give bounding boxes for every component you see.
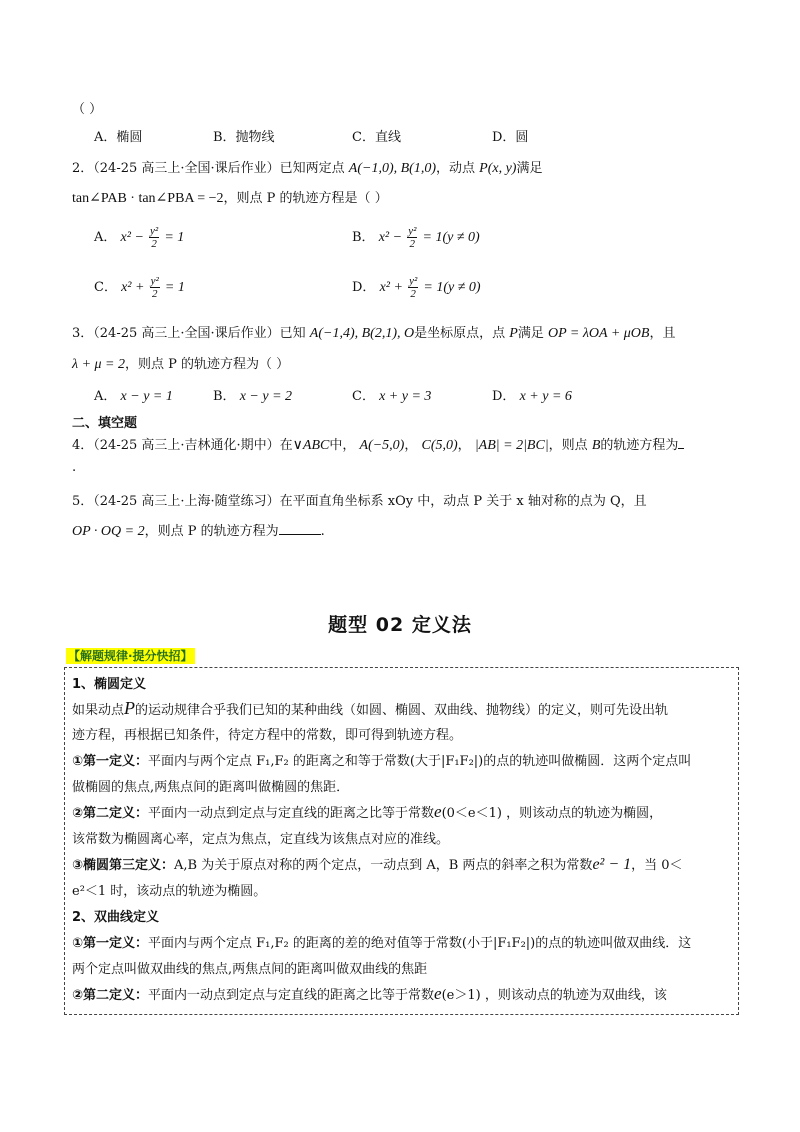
question-2-condition: [72, 187, 388, 207]
box-def2-line2: 该常数为椭圆离心率，定点为焦点，定直线为该焦点对应的准线。: [72, 832, 450, 847]
q2-question: ，则点 P 的轨迹方程是（ ）: [223, 191, 388, 206]
q3-points: A(−1,4), B(2,1), O: [309, 326, 415, 341]
box-hdef1-label: ①第一定义：: [72, 936, 149, 951]
q3-and: ，且: [649, 326, 676, 341]
q2-option-d-left: x² +: [379, 280, 403, 295]
q2-option-b-fraction: [407, 225, 417, 250]
box-def2-line1: [72, 802, 662, 822]
q3-option-c-expr: x + y = 3: [379, 389, 432, 404]
q3-question: ，则点 P 的轨迹方程为（ ）: [125, 357, 290, 372]
q5-blank[interactable]: [279, 534, 321, 535]
box-p1-line1: [72, 698, 668, 719]
question-3-condition: [72, 353, 289, 373]
q2-option-a-fraction: [149, 225, 159, 250]
q2-option-a: [94, 225, 184, 250]
q3-option-c: [352, 385, 431, 405]
q2-condition: tan∠PAB · tan∠PBA = −2: [72, 191, 224, 206]
question-5-stem: 5．（24-25 高三上·上海·随堂练习）在平面直角坐标系 xOy 中，动点 P 关于 x 轴对称的点为 Q，且: [72, 494, 647, 509]
tips-tag-label: 【解题规律·提分快招】: [68, 649, 193, 663]
q2-option-a-right: = 1: [164, 230, 185, 245]
q1-option-d: D．圆: [492, 130, 529, 145]
q1-answer-paren: （ ）: [72, 102, 103, 117]
box-hdef1-line1: [72, 932, 691, 951]
q3-option-d-expr: x + y = 6: [519, 389, 572, 404]
box-def1-label: ①第一定义：: [72, 754, 149, 769]
q2-satisfies: 满足: [516, 161, 543, 176]
box-def3b: ，当 0＜: [631, 858, 683, 873]
q2-option-d-fraction: [408, 275, 418, 300]
q2-option-b: [352, 225, 480, 250]
q4-point-c: C(5,0): [421, 438, 458, 453]
q2-option-a-den: 2: [151, 238, 157, 250]
q5-condition: OP · OQ = 2: [72, 524, 145, 539]
section-fill-in-title: 二、填空题: [72, 416, 138, 431]
q2-option-d-num: y²: [409, 275, 418, 287]
q2-option-d: [352, 275, 481, 300]
q2-option-b-den: 2: [409, 238, 416, 250]
q4-separator: ，: [404, 438, 418, 453]
box-p1-line2: 迹方程，再根据已知条件，待定方程中的常数，即可得到轨迹方程。: [72, 728, 463, 743]
box-def3a: A,B 为关于原点对称的两个定点，一动点到 A，B 两点的斜率之积为常数: [174, 858, 593, 873]
q4-separator-2: ，: [457, 438, 471, 453]
q2-number: 2．: [72, 161, 94, 176]
box-def3-line1: [72, 854, 683, 874]
box-def3-label: ③椭圆第三定义：: [72, 858, 175, 873]
question-3-stem: [72, 322, 675, 342]
q2-option-b-num: y²: [408, 225, 417, 237]
box-hdef2-e: e: [434, 984, 442, 1003]
q4-end-period: .: [72, 460, 77, 475]
q3-option-a: [94, 385, 173, 405]
q3-option-a-label: A．: [94, 389, 117, 404]
question-5-condition: [72, 520, 325, 540]
box-hdef2-label: ②第二定义：: [72, 988, 149, 1003]
q3-option-c-label: C．: [352, 389, 375, 404]
q3-source: （24-25 高三上·全国·课后作业）已知: [93, 326, 306, 341]
q3-option-b: [213, 385, 292, 405]
q4-point-b: B: [591, 438, 601, 453]
q2-moving-point: P(x, y): [479, 161, 517, 176]
q3-condition: λ + μ = 2: [72, 357, 125, 372]
q3-vector-equation: OP = λOA + μOB: [547, 326, 650, 341]
q4-blank[interactable]: [678, 448, 684, 449]
q2-option-b-left: x² −: [378, 230, 403, 245]
box-def2a: 平面内一动点到定点与定直线的距离之比等于常数: [148, 806, 435, 821]
q3-satisfies: 满足: [517, 326, 544, 341]
q4-condition: |AB| = 2|BC|: [474, 438, 549, 453]
q3-option-a-expr: x − y = 1: [120, 389, 173, 404]
question-4: [72, 434, 684, 454]
box-p1b: 的运动规律合乎我们已知的某种曲线（如圆、椭圆、双曲线、抛物线）的定义，则可先设出轨: [135, 703, 669, 718]
q5-text-2: ，则点 P 的轨迹方程为: [144, 524, 279, 539]
q2-option-c: [94, 275, 185, 300]
q2-option-b-right: = 1(y ≠ 0): [422, 230, 480, 245]
box-p1a: 如果动点: [72, 703, 125, 718]
box-def3-e: e² − 1: [592, 856, 632, 873]
q4-text-2: 中，: [329, 438, 356, 453]
question-2-stem: [72, 157, 542, 177]
q5-end: .: [320, 524, 325, 539]
q4-text-4: 的轨迹方程为: [600, 438, 679, 453]
q2-points: A(−1,0), B(1,0): [348, 161, 436, 176]
box-def2b: (0＜e＜1) ，则该动点的轨迹为椭圆，: [441, 806, 663, 821]
box-heading-hyperbola: 2、双曲线定义: [72, 910, 160, 925]
q4-point-a: A(−5,0): [359, 438, 405, 453]
box-hdef2-line1: [72, 984, 667, 1004]
q2-option-a-label: A．: [94, 230, 117, 245]
tips-tag: [66, 647, 195, 664]
q3-option-d-label: D．: [492, 389, 516, 404]
q2-option-d-right: = 1(y ≠ 0): [423, 280, 481, 295]
q3-origin-text: 是坐标原点，点: [414, 326, 506, 341]
q3-option-b-expr: x − y = 2: [239, 389, 293, 404]
box-heading-ellipse: 1、椭圆定义: [72, 677, 147, 692]
box-def2-label: ②第二定义：: [72, 806, 149, 821]
box-hdef1a: 平面内与两个定点 F₁,F₂ 的距离的差的绝对值等于常数(小于|F₁F₂|)的点的轨迹叫做双曲线．这: [148, 936, 692, 951]
box-p1-point: P: [124, 698, 136, 718]
q4-triangle: ∨ABC: [292, 438, 330, 453]
q2-option-d-label: D．: [352, 280, 376, 295]
q3-point-p: P: [509, 326, 518, 341]
q2-mid: ，动点: [436, 161, 476, 176]
box-def3-line2: e²＜1 时，该动点的轨迹为椭圆。: [72, 884, 267, 899]
q1-option-b: B．抛物线: [213, 130, 275, 145]
q3-option-d: [492, 385, 572, 405]
box-hdef2a: 平面内一动点到定点与定直线的距离之比等于常数: [148, 988, 435, 1003]
q2-option-c-left: x² +: [121, 280, 145, 295]
box-def2-e: e: [434, 802, 442, 821]
q2-option-a-num: y²: [150, 225, 159, 237]
type-heading: 题型 02 定义法: [328, 614, 472, 636]
box-def1-line2: 做椭圆的焦点,两焦点间的距离叫做椭圆的焦距．: [72, 780, 350, 795]
q4-text-1: 4．（24-25 高三上·吉林通化·期中）在: [72, 438, 293, 453]
q3-option-b-label: B．: [213, 389, 236, 404]
q3-number: 3．: [72, 326, 94, 341]
q2-option-c-right: = 1: [164, 280, 185, 295]
box-def1-line1: [72, 750, 691, 769]
q1-option-a: A．椭圆: [94, 130, 143, 145]
q2-option-c-fraction: [150, 275, 160, 300]
box-hdef2b: (e＞1) ，则该动点的轨迹为双曲线，该: [441, 988, 667, 1003]
q2-option-c-label: C．: [94, 280, 117, 295]
q2-option-c-num: y²: [150, 275, 159, 287]
q2-source: （24-25 高三上·全国·课后作业）已知两定点: [93, 161, 345, 176]
q2-option-c-den: 2: [151, 288, 158, 300]
q4-text-3: ，则点: [548, 438, 588, 453]
q2-option-b-label: B．: [352, 230, 375, 245]
q2-option-d-den: 2: [410, 288, 416, 300]
q2-option-a-left: x² −: [120, 230, 144, 245]
q1-option-c: C．直线: [352, 130, 401, 145]
box-def1a: 平面内与两个定点 F₁,F₂ 的距离之和等于常数(大于|F₁F₂|)的点的轨迹叫做椭圆．这两个定点叫: [148, 754, 692, 769]
box-hdef1-line2: 两个定点叫做双曲线的焦点,两焦点间的距离叫做双曲线的焦距: [72, 962, 428, 977]
